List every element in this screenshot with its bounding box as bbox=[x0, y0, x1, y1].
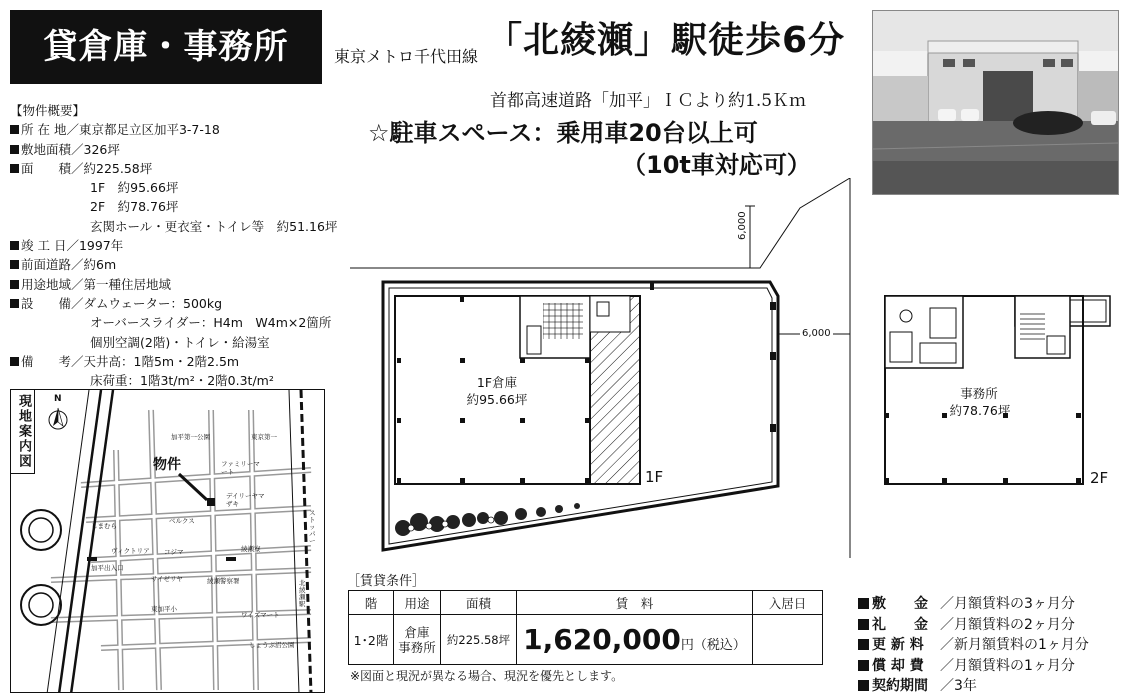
overview-equipment-2: オーバースライダー：H4m W4m×2箇所 bbox=[90, 315, 332, 331]
fee-renewal: 更 新 料 ／新月額賃料の1ヶ月分 bbox=[858, 635, 1089, 656]
room-2f-label: 事務所 bbox=[960, 386, 998, 401]
overview-area-1f: 1F 約95.66坪 bbox=[90, 180, 179, 196]
map-place: 加平出入口 bbox=[91, 564, 124, 572]
highway-access: 首都高速道路「加平」ＩＣより約1.5Ｋｍ bbox=[490, 91, 807, 111]
overview-road: 前面道路／約6m bbox=[10, 255, 345, 274]
building-photo bbox=[872, 10, 1119, 195]
floor-label-2f: 2F bbox=[1090, 469, 1109, 487]
map-place: 北綾瀬駅 bbox=[299, 579, 306, 608]
overview-remarks-2: 床荷重：1階3t/m²・2階0.3t/m² bbox=[90, 373, 274, 389]
header-area: 面積 bbox=[441, 591, 517, 615]
floor-plan-1f bbox=[345, 178, 865, 558]
parking-truck-info: （10t車対応可） bbox=[622, 151, 811, 179]
room-1f-area: 約95.66坪 bbox=[466, 392, 528, 407]
header-rent: 賃 料 bbox=[517, 591, 753, 615]
map-place: しまむら bbox=[91, 522, 117, 530]
map-place: コジマ bbox=[164, 548, 184, 556]
overview-equipment-3: 個別空調(2階)・トイレ・給湯室 bbox=[90, 334, 270, 350]
overview-area: 面 積／約225.58坪 bbox=[10, 159, 345, 178]
room-2f-area: 約78.76坪 bbox=[949, 403, 1011, 418]
rent-tax-note: 円（税込） bbox=[680, 638, 746, 653]
overview-equipment: 設 備／ダムウェーター：500kg bbox=[10, 294, 345, 313]
map-property-label: 物件 bbox=[153, 457, 181, 473]
map-place: ヴィクトリア bbox=[111, 547, 150, 555]
station-access: 「北綾瀬」駅徒歩6分 bbox=[486, 20, 846, 61]
property-overview bbox=[10, 101, 345, 390]
map-place: 東加平小 bbox=[151, 605, 177, 613]
conditions-table bbox=[348, 590, 823, 665]
overview-site-area: 敷地面積／326坪 bbox=[10, 140, 345, 159]
header-use: 用途 bbox=[394, 591, 441, 615]
conditions-header-row bbox=[349, 591, 823, 615]
cell-floor: 1･2階 bbox=[349, 615, 394, 665]
map-place: ベルクス bbox=[169, 517, 195, 525]
fee-contract-period: 契約期間 ／3年 bbox=[858, 676, 1089, 697]
cell-move-in bbox=[753, 615, 823, 665]
map-place: ワイズマート bbox=[241, 611, 280, 619]
parking-info: ☆駐車スペース：乗用車20台以上可 bbox=[368, 119, 758, 147]
map-place: しょうぶ沼公園 bbox=[249, 641, 295, 649]
rent-amount: 1,620,000 bbox=[523, 623, 681, 656]
overview-zoning: 用途地域／第一種住居地域 bbox=[10, 275, 345, 294]
map-place: 綾瀬警察署 bbox=[207, 577, 240, 585]
fee-amortization: 償 却 費 ／月額賃料の1ヶ月分 bbox=[858, 656, 1089, 677]
dimension-north: 6,000 bbox=[737, 211, 748, 240]
overview-area-2f: 2F 約78.76坪 bbox=[90, 199, 179, 215]
cell-area: 約225.58坪 bbox=[441, 615, 517, 665]
fee-key-money: 礼 金 ／月額賃料の2ヶ月分 bbox=[858, 615, 1089, 636]
conditions-title: ［賃貸条件］ bbox=[347, 574, 426, 589]
map-place: サイゼリヤ bbox=[151, 575, 183, 583]
conditions-row bbox=[349, 615, 823, 665]
page-title: 貸倉庫・事務所 bbox=[10, 10, 322, 84]
disclaimer-note: ※図面と現況が異なる場合、現況を優先とします。 bbox=[350, 669, 624, 683]
cell-rent bbox=[517, 615, 753, 665]
dimension-east: 6,000 bbox=[802, 328, 831, 339]
map-place: 東京第一 bbox=[251, 433, 277, 441]
location-map bbox=[10, 389, 325, 693]
map-place: 加平第一公園 bbox=[171, 433, 210, 441]
map-place: ファミリーマート bbox=[221, 460, 260, 476]
overview-remarks: 備 考／天井高：1階5m・2階2.5m bbox=[10, 352, 345, 371]
fee-deposit: 敷 金 ／月額賃料の3ヶ月分 bbox=[858, 594, 1089, 615]
fees-list bbox=[858, 594, 1089, 697]
map-place: ストッパー bbox=[309, 509, 316, 545]
cell-use: 倉庫 事務所 bbox=[394, 615, 441, 665]
north-label: N bbox=[54, 394, 62, 404]
overview-heading: 【物件概要】 bbox=[10, 103, 86, 118]
floor-plan-2f bbox=[880, 288, 1130, 498]
header-floor: 階 bbox=[349, 591, 394, 615]
header-move-in: 入居日 bbox=[753, 591, 823, 615]
room-1f-label: 1F倉庫 bbox=[476, 375, 518, 390]
overview-completed: 竣 工 日／1997年 bbox=[10, 236, 345, 255]
map-place: 綾瀬寮 bbox=[241, 545, 261, 553]
floor-label-1f: 1F bbox=[645, 468, 664, 486]
map-place: デイリーヤマザキ bbox=[226, 492, 265, 508]
map-label: 現地案内図 bbox=[11, 390, 35, 474]
overview-area-other: 玄関ホール・更衣室・トイレ等 約51.16坪 bbox=[90, 218, 338, 234]
overview-location: 所 在 地／東京都足立区加平3-7-18 bbox=[10, 120, 345, 139]
train-line: 東京メトロ千代田線 bbox=[334, 47, 479, 66]
